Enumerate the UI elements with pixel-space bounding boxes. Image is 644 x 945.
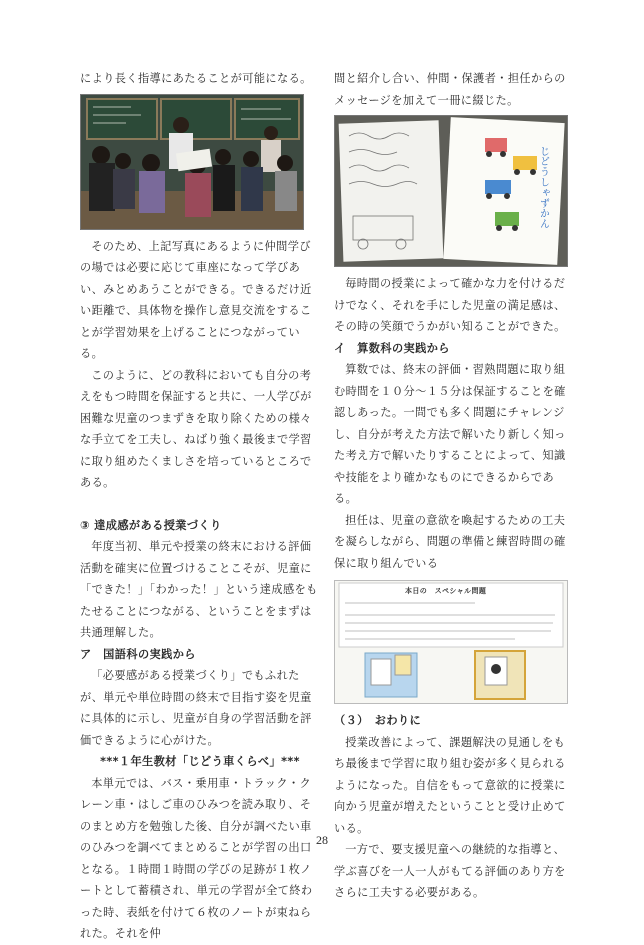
notebook-photo [334, 115, 568, 267]
material-title: ***１年生教材「じどう車くらべ」*** [100, 755, 300, 768]
paragraph: 一方で、要支援児童への継続的な指導と、学ぶ喜びを一人一人がもてる評価のあり方をさらに工夫する必要がある。 [334, 843, 566, 899]
paragraph: そのため、上記写真にあるように仲間学びの場では必要に応じて車座になって学びあい、みとめあうことができる。できるだけ近い距離で、具体物を操作し意見交流をすることが学習効果を上げることにつながっている。 [80, 239, 312, 360]
paragraph: 間と紹介し合い、仲間・保護者・担任からのメッセージを加えて一冊に綴じた。 [334, 72, 566, 107]
worksheet-photo [334, 580, 568, 704]
paragraph: 毎時間の授業によって確かな力を付けるだけでなく、それを手にした児童の満足感は、その時の笑顔でうかがい知ることができた。 [334, 277, 566, 333]
paragraph: 「必要感がある授業づくり」でもふれたが、単元や単位時間の終末で目指す姿を児童に具体的に示し、児童が自身の学習活動を評価できるように心がけた。 [80, 669, 312, 747]
paragraph: により長く指導にあたることが可能になる。 [80, 72, 312, 85]
left-column [80, 68, 320, 945]
paragraph: 担任は、児童の意欲を喚起するための工夫を凝らしながら、問題の準備と練習時間の確保に取り組んでいる [334, 513, 566, 570]
paragraph: 本単元では、バス・乗用車・トラック・クレーン車・はしご車のひみつを読み取り、そのまとめ方を勉強した後、自分が調べたい車のひみつを調べてまとめることが学習の出口となる。１時間１時間の学びの足跡が１枚ノートとして蓄積され、単元の学習が全て終わった時、表紙を付けて６枚のノートが束ねられた。それを仲 [80, 776, 313, 940]
subsection-heading: イ 算数科の実践から [334, 341, 450, 355]
notebook-cover-title: じどうしゃずかん [537, 146, 549, 230]
classroom-photo [80, 94, 304, 230]
paragraph: 年度当初、単元や授業の終末における評価活動を確実に位置づけることこそが、児童に「できた！」「わかった！」という達成感をもたせることにつながる、ということをまずは共通理解した。 [80, 540, 318, 639]
paragraph: 授業改善によって、課題解決の見通しをもち最後まで学習に取り組む姿が多く見られるようになった。自信をもって意欲的に授業に向かう児童が増えたということと受け止めている。 [334, 735, 566, 835]
subsection-heading: ア 国語科の実践から [80, 647, 196, 661]
paragraph: このように、どの教科においても自分の考えをもつ時間を保証すると共に、一人学びが困難な児童のつまずきを取り除くための様々な手立てを工夫し、ねばり強く最後まで学習に取り組めたくましさを培っているところである。 [80, 368, 312, 489]
section-heading: （３） おわりに [334, 714, 422, 727]
paragraph: 算数では、終末の評価・習熟問題に取り組む時間を１０分～１５分は保証することを確認しあった。一問でも多く問題にチャレンジし、自分が考えた方法で解いたり新しく知った考え方で解いたりすることによって、知識や技能をより確かなものにできるからである。 [334, 363, 566, 505]
right-column [334, 68, 574, 904]
classroom-photo-image [81, 95, 303, 229]
section-heading: ③ 達成感がある授業づくり [80, 518, 222, 532]
worksheet-title: 本日の スペシャル問題 [405, 587, 487, 595]
notebook-photo-image [335, 116, 567, 266]
page-number: 28 [316, 833, 328, 847]
worksheet-photo-image [335, 581, 567, 703]
